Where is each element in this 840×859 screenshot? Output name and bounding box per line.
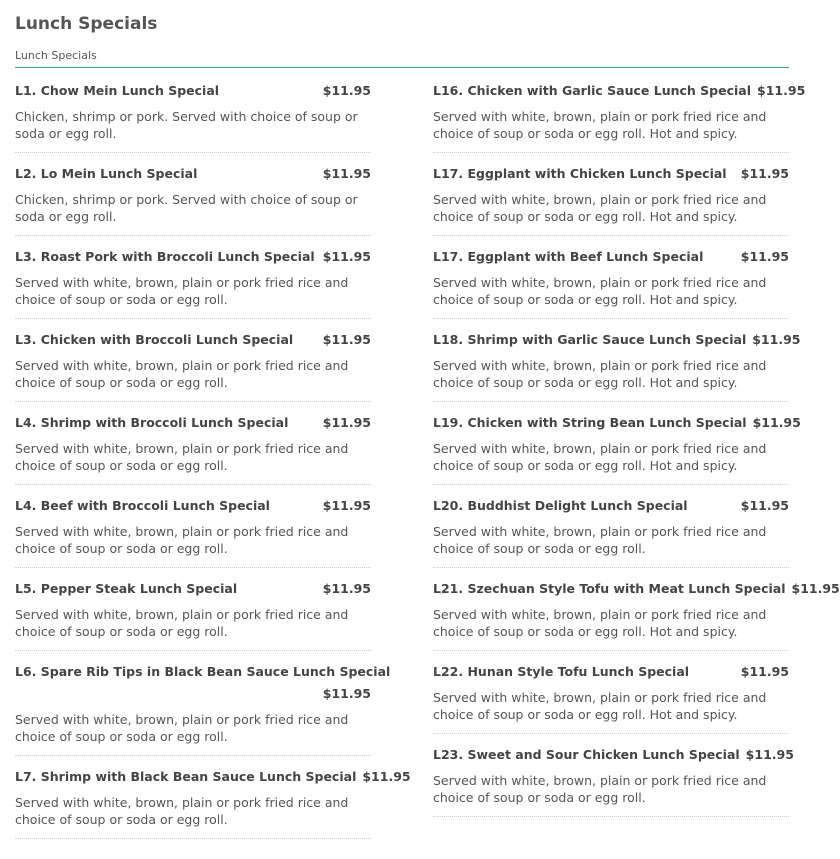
menu-item-description: Served with white, brown, plain or pork fried rice and choice of soup or soda or egg roll. Hot and spicy.: [433, 607, 767, 639]
menu-item[interactable]: [15, 331, 371, 402]
menu-item[interactable]: [433, 497, 789, 568]
menu-item-description: Chicken, shrimp or pork. Served with choice of soup or soda or egg roll.: [15, 192, 358, 224]
menu-item-price: $11.95: [322, 581, 371, 596]
menu-item-description: Served with white, brown, plain or pork fried rice and choice of soup or soda or egg roll. Hot and spicy.: [433, 358, 767, 390]
menu-item-description: Served with white, brown, plain or pork fried rice and choice of soup or soda or egg roll. Hot and spicy.: [433, 109, 767, 141]
menu-item[interactable]: [15, 248, 371, 319]
menu-item-price: $11.95: [791, 581, 840, 596]
menu-item-header: [15, 663, 391, 703]
menu-item-price: $11.95: [740, 664, 789, 679]
section-label: Lunch Specials: [15, 49, 97, 62]
menu-item-description: Served with white, brown, plain or pork fried rice and choice of soup or soda or egg roll.: [15, 275, 349, 307]
menu-item-name[interactable]: L21. Szechuan Style Tofu with Meat Lunch Special: [433, 581, 786, 596]
menu-item-name[interactable]: L1. Chow Mein Lunch Special: [15, 83, 220, 98]
menu-item[interactable]: [433, 414, 801, 485]
menu-item[interactable]: [15, 497, 371, 568]
menu-item[interactable]: [433, 165, 789, 236]
menu-item-name[interactable]: L20. Buddhist Delight Lunch Special: [433, 498, 688, 513]
menu-item-name[interactable]: L5. Pepper Steak Lunch Special: [15, 581, 238, 596]
menu-item-price: $11.95: [322, 498, 371, 513]
menu-item[interactable]: [15, 165, 371, 236]
menu-item-description: Served with white, brown, plain or pork fried rice and choice of soup or soda or egg roll.: [15, 607, 349, 639]
menu-item-name[interactable]: L17. Eggplant with Chicken Lunch Special: [433, 166, 727, 181]
menu-item-price: $11.95: [740, 249, 789, 264]
menu-item[interactable]: [15, 580, 371, 651]
menu-item-price: $11.95: [752, 415, 801, 430]
menu-item-name[interactable]: L19. Chicken with String Bean Lunch Special: [433, 415, 747, 430]
menu-item-header: [433, 165, 789, 183]
page-title: Lunch Specials: [15, 14, 158, 34]
menu-item-name[interactable]: L4. Shrimp with Broccoli Lunch Special: [15, 415, 289, 430]
menu-item-header: [15, 165, 371, 183]
menu-item-price: $11.95: [362, 769, 411, 784]
menu-item-price: $11.95: [322, 686, 371, 701]
menu-item-header: [15, 248, 371, 266]
menu-item-price: $11.95: [322, 332, 371, 347]
menu-item-header: [15, 331, 371, 349]
menu-item-name[interactable]: L4. Beef with Broccoli Lunch Special: [15, 498, 270, 513]
menu-item-header: [433, 331, 801, 349]
menu-item-description: Served with white, brown, plain or pork fried rice and choice of soup or soda or egg roll.: [433, 773, 767, 805]
menu-item-description: Served with white, brown, plain or pork fried rice and choice of soup or soda or egg roll.: [15, 524, 349, 556]
menu-item-description: Chicken, shrimp or pork. Served with choice of soup or soda or egg roll.: [15, 109, 358, 141]
menu-item-price: $11.95: [322, 249, 371, 264]
menu-item-description: Served with white, brown, plain or pork fried rice and choice of soup or soda or egg roll.: [15, 441, 349, 473]
menu-item-price: $11.95: [322, 83, 371, 98]
menu-item-price: $11.95: [322, 166, 371, 181]
menu-item-header: [433, 414, 801, 432]
menu-item-name[interactable]: L23. Sweet and Sour Chicken Lunch Special: [433, 747, 740, 762]
menu-item-name[interactable]: L16. Chicken with Garlic Sauce Lunch Special: [433, 83, 752, 98]
menu-item-name[interactable]: L2. Lo Mein Lunch Special: [15, 166, 198, 181]
section-divider: [15, 67, 789, 68]
menu-item[interactable]: [433, 580, 840, 651]
menu-item[interactable]: [15, 414, 371, 485]
menu-item-price: $11.95: [757, 83, 806, 98]
menu-item-header: [433, 580, 840, 598]
menu-item[interactable]: [15, 82, 371, 153]
menu-item[interactable]: [433, 746, 794, 817]
menu-item-price: $11.95: [752, 332, 801, 347]
menu-item-name[interactable]: L3. Chicken with Broccoli Lunch Special: [15, 332, 294, 347]
menu-item-name[interactable]: L22. Hunan Style Tofu Lunch Special: [433, 664, 690, 679]
menu-item-name[interactable]: L6. Spare Rib Tips in Black Bean Sauce Lunch Special: [15, 664, 391, 679]
menu-item-description: Served with white, brown, plain or pork fried rice and choice of soup or soda or egg roll.: [15, 712, 349, 744]
menu-item[interactable]: [433, 663, 789, 734]
menu-item[interactable]: [15, 768, 411, 839]
menu-item-header: [433, 663, 789, 681]
menu-item-price: $11.95: [740, 498, 789, 513]
menu-item[interactable]: [433, 248, 789, 319]
menu-item-description: Served with white, brown, plain or pork fried rice and choice of soup or soda or egg roll.: [15, 795, 349, 827]
menu-column-left: [15, 70, 411, 850]
menu-item[interactable]: [433, 82, 806, 153]
menu-item-header: [433, 497, 789, 515]
menu-item-description: Served with white, brown, plain or pork fried rice and choice of soup or soda or egg roll. Hot and spicy.: [433, 441, 767, 473]
menu-item-header: [433, 82, 806, 100]
menu-item-price: $11.95: [745, 747, 794, 762]
menu-item-header: [433, 746, 794, 764]
menu-item[interactable]: [15, 663, 391, 756]
menu-item-price: $11.95: [740, 166, 789, 181]
menu-item[interactable]: [433, 331, 801, 402]
menu-item-header: [15, 414, 371, 432]
menu-item-name[interactable]: L18. Shrimp with Garlic Sauce Lunch Special: [433, 332, 747, 347]
menu-item-header: [15, 768, 411, 786]
menu-item-name[interactable]: L17. Eggplant with Beef Lunch Special: [433, 249, 704, 264]
menu-item-header: [15, 82, 371, 100]
menu-item-description: Served with white, brown, plain or pork fried rice and choice of soup or soda or egg roll. Hot and spicy.: [433, 275, 767, 307]
menu-column-right: [433, 70, 840, 828]
menu-item-name[interactable]: L3. Roast Pork with Broccoli Lunch Special: [15, 249, 315, 264]
menu-item-description: Served with white, brown, plain or pork fried rice and choice of soup or soda or egg roll. Hot and spicy.: [433, 690, 767, 722]
menu-item-header: [15, 580, 371, 598]
menu-item-header: [15, 497, 371, 515]
menu-item-description: Served with white, brown, plain or pork fried rice and choice of soup or soda or egg roll.: [433, 524, 767, 556]
menu-item-description: Served with white, brown, plain or pork fried rice and choice of soup or soda or egg roll. Hot and spicy.: [433, 192, 767, 224]
menu-item-header: [433, 248, 789, 266]
menu-item-description: Served with white, brown, plain or pork fried rice and choice of soup or soda or egg roll.: [15, 358, 349, 390]
menu-item-price: $11.95: [322, 415, 371, 430]
menu-item-name[interactable]: L7. Shrimp with Black Bean Sauce Lunch Special: [15, 769, 357, 784]
